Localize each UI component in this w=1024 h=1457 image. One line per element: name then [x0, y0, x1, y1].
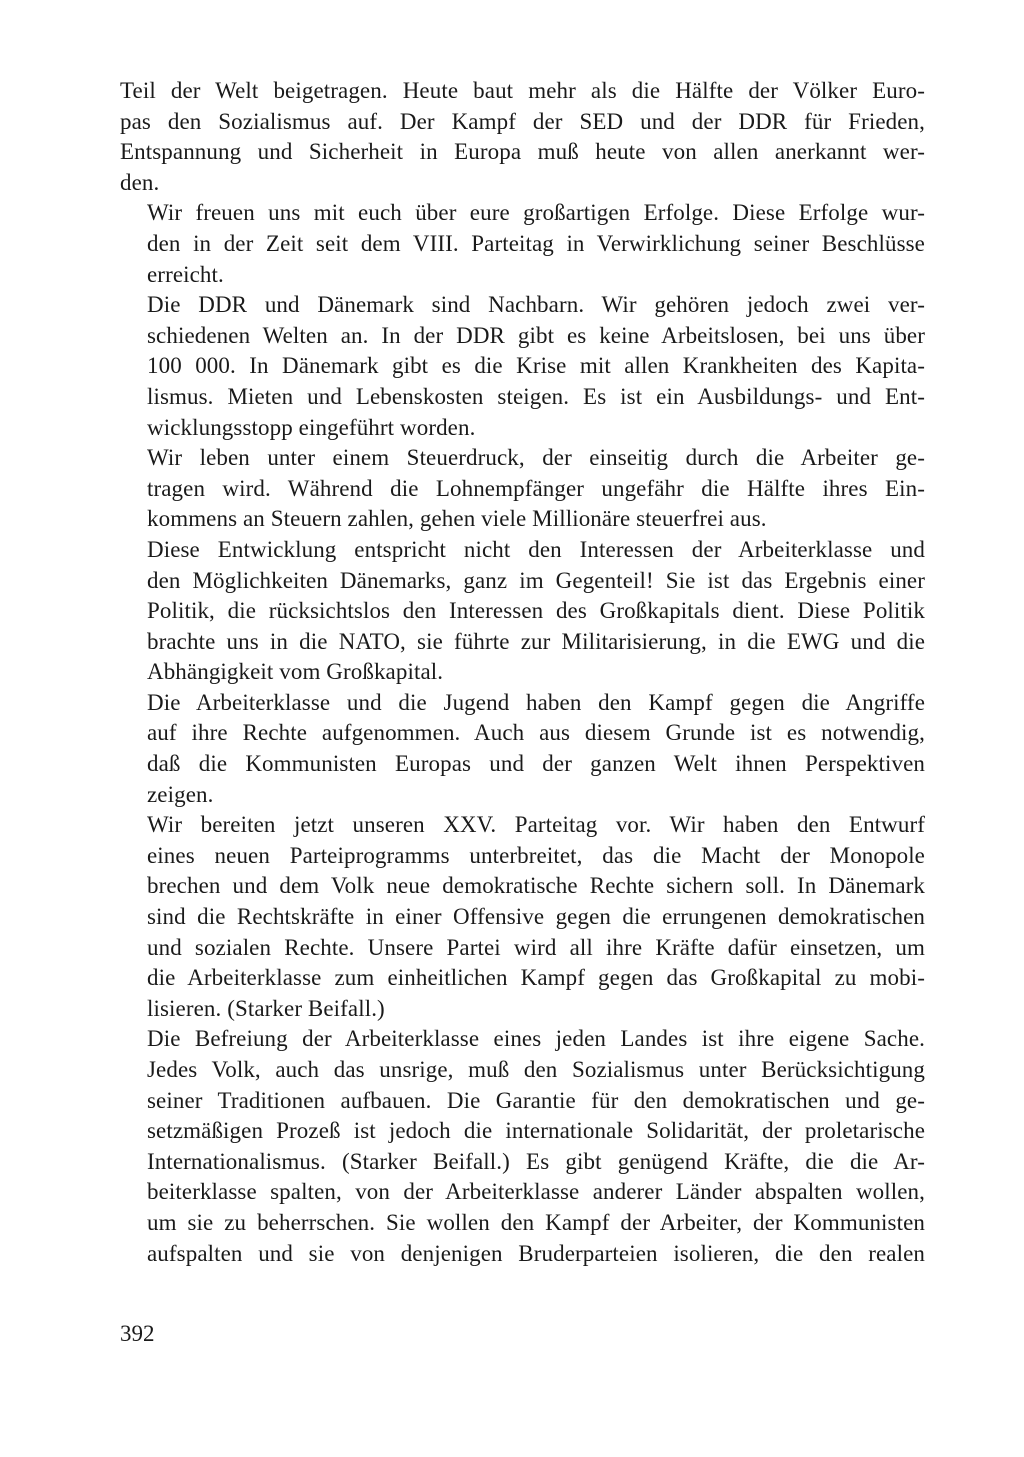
text-line: zeigen.: [147, 781, 214, 807]
text-line: 100 000. In Dänemark gibt es die Krise mit allen Krankheiten des Kapita-: [147, 353, 925, 379]
paragraph: [120, 688, 925, 810]
text-line: schiedenen Welten an. In der DDR gibt es keine Arbeitslosen, bei uns über: [147, 322, 925, 348]
paragraph: [120, 443, 925, 535]
text-line: und sozialen Rechte. Unsere Partei wird all ihre Kräfte dafür einsetzen, um: [147, 934, 925, 960]
text-line: pas den Sozialismus auf. Der Kampf der SED und der DDR für Frieden,: [120, 108, 925, 134]
body-text: [120, 76, 925, 1269]
paragraph: [120, 76, 925, 198]
paragraph: [120, 198, 925, 290]
paragraph: [120, 290, 925, 443]
text-line: Wir freuen uns mit euch über eure großartigen Erfolge. Diese Erfolge wur-: [147, 200, 925, 226]
text-line: erreicht.: [147, 261, 224, 287]
text-line: auf ihre Rechte aufgenommen. Auch aus diesem Grunde ist es notwendig,: [147, 720, 925, 746]
text-line: Entspannung und Sicherheit in Europa muß heute von allen anerkannt wer-: [120, 139, 925, 165]
text-line: Jedes Volk, auch das unsrige, muß den Sozialismus unter Berücksichtigung: [147, 1057, 925, 1082]
text-line: die Arbeiterklasse zum einheitlichen Kampf gegen das Großkapital zu mobi-: [147, 965, 925, 991]
text-line: Politik, die rücksichtslos den Interessen des Großkapitals dient. Diese Politik: [147, 598, 925, 624]
text-line: den Möglichkeiten Dänemarks, ganz im Gegenteil! Sie ist das Ergebnis einer: [147, 567, 925, 593]
text-line: wicklungsstopp eingeführt worden.: [147, 414, 476, 440]
paragraph: [120, 1024, 925, 1269]
text-line: Diese Entwicklung entspricht nicht den Interessen der Arbeiterklasse und: [147, 536, 925, 562]
text-line: eines neuen Parteiprogramms unterbreitet, das die Macht der Monopole: [147, 842, 925, 868]
text-line: Abhängigkeit vom Großkapital.: [147, 659, 444, 685]
text-line: Wir bereiten jetzt unseren XXV. Parteitag vor. Wir haben den Entwurf: [147, 812, 925, 838]
text-line: den.: [120, 169, 160, 195]
text-line: Die Arbeiterklasse und die Jugend haben den Kampf gegen die Angriffe: [147, 689, 925, 715]
text-line: brachte uns in die NATO, sie führte zur Militarisierung, in die EWG und die: [147, 628, 925, 654]
text-line: den in der Zeit seit dem VIII. Parteitag in Verwirklichung seiner Beschlüsse: [147, 230, 925, 256]
text-line: kommens an Steuern zahlen, gehen viele Millionäre steuerfrei aus.: [147, 506, 767, 532]
text-line: Teil der Welt beigetragen. Heute baut mehr als die Hälfte der Völker Euro-: [120, 78, 925, 103]
text-line: aufspalten und sie von denjenigen Bruderparteien isolieren, die den realen: [147, 1240, 925, 1266]
text-line: beiterklasse spalten, von der Arbeiterklasse anderer Länder abspalten wollen,: [147, 1179, 925, 1205]
text-line: lismus. Mieten und Lebenskosten steigen. Es ist ein Ausbildungs- und Ent-: [147, 383, 925, 409]
text-line: tragen wird. Während die Lohnempfänger ungefähr die Hälfte ihres Ein-: [147, 475, 925, 501]
text-line: Wir leben unter einem Steuerdruck, der einseitig durch die Arbeiter ge-: [147, 445, 925, 471]
text-line: sind die Rechtskräfte in einer Offensive gegen die errungenen demokratischen: [147, 904, 925, 930]
text-line: lisieren. (Starker Beifall.): [147, 995, 385, 1021]
text-line: seiner Traditionen aufbauen. Die Garantie für den demokratischen und ge-: [147, 1087, 925, 1113]
paragraph: [120, 810, 925, 1024]
text-line: Internationalismus. (Starker Beifall.) Es gibt genügend Kräfte, die die Ar-: [147, 1148, 925, 1174]
text-line: Die DDR und Dänemark sind Nachbarn. Wir gehören jedoch zwei ver-: [147, 292, 925, 318]
paragraph: [120, 535, 925, 688]
text-line: setzmäßigen Prozeß ist jedoch die internationale Solidarität, der proletarische: [147, 1118, 925, 1144]
page-number: 392: [120, 1321, 155, 1346]
text-line: Die Befreiung der Arbeiterklasse eines jeden Landes ist ihre eigene Sache.: [147, 1026, 925, 1052]
text-line: daß die Kommunisten Europas und der ganzen Welt ihnen Perspektiven: [147, 751, 925, 777]
text-line: brechen und dem Volk neue demokratische Rechte sichern soll. In Dänemark: [147, 873, 925, 899]
text-line: um sie zu beherrschen. Sie wollen den Kampf der Arbeiter, der Kommunisten: [147, 1209, 925, 1235]
